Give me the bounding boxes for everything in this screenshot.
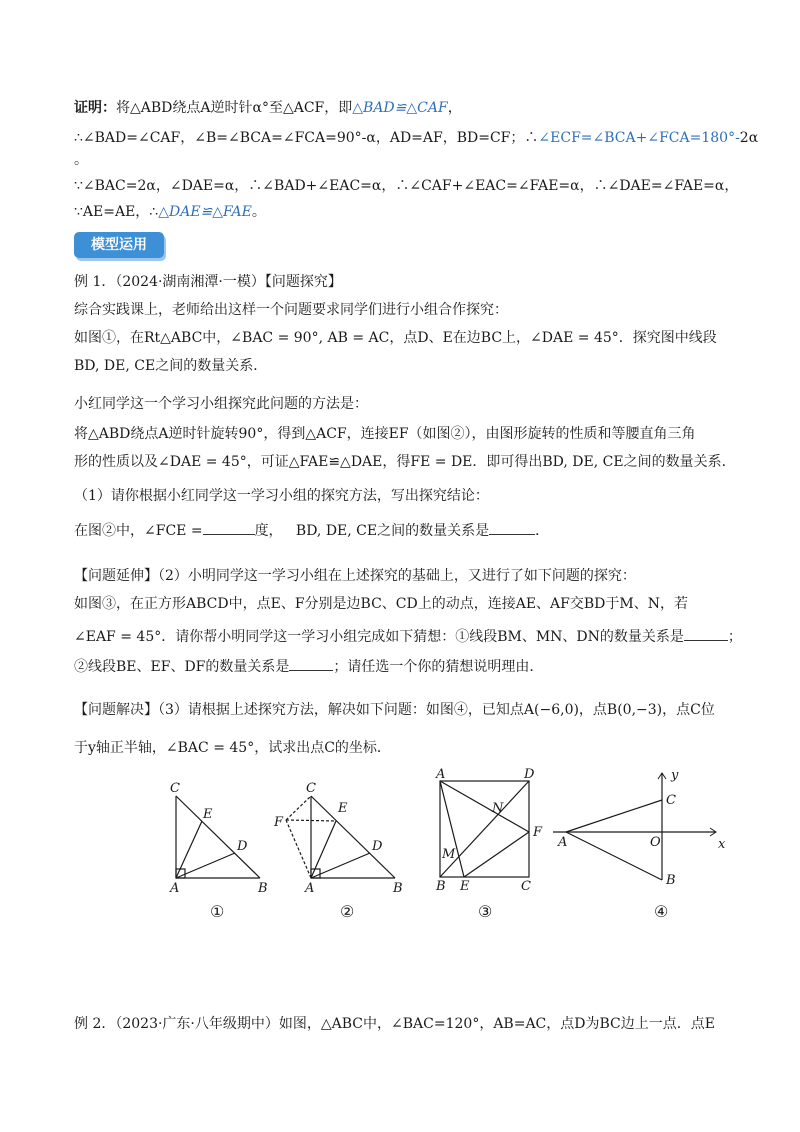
fig1-label-a: A bbox=[170, 881, 180, 896]
fig2-label-d: D bbox=[372, 839, 383, 854]
figure-1-triangle bbox=[176, 796, 260, 878]
example1-p6: 形的性质以及∠DAE = 45°，可证△FAE≌△DAE，得FE = DE．即可得出BD, DE, CE之间的数量关系． bbox=[74, 454, 736, 470]
proof-line-3: 。 bbox=[74, 152, 88, 168]
fig4-label-y: y bbox=[671, 768, 679, 783]
fig2-label-f: F bbox=[274, 815, 284, 830]
question-1: （1）请你根据小红同学这一学习小组的探究方法，写出探究结论： bbox=[74, 488, 489, 504]
fig3-label-m: M bbox=[442, 847, 456, 862]
fig3-label-b: B bbox=[436, 879, 446, 894]
question-2c: ∠EAF = 45°．请你帮小明同学这一学习小组完成如下猜想：①线段BM、MN、DN的数量关系是 ； bbox=[74, 626, 742, 647]
model-application-badge: 模型运用 bbox=[74, 232, 164, 258]
question-2b: 如图③，在正方形ABCD中，点E、F分别是边BC、CD上的动点，连接AE、AF交BD于M、N，若 bbox=[74, 596, 688, 612]
example1-p5: 将△ABD绕点A逆时针旋转90°，得到△ACF，连接EF（如图②），由图形旋转的性质和等腰直角三角 bbox=[74, 426, 696, 442]
example1-p3: BD, DE, CE之间的数量关系． bbox=[74, 358, 268, 374]
fig3-label-e: E bbox=[460, 879, 470, 894]
question-1-blanks: 在图②中，∠FCE = 度， BD, DE, CE之间的数量关系是 ． bbox=[74, 520, 549, 541]
fig2-label-a: A bbox=[305, 881, 315, 896]
question-3b: 于y轴正半轴，∠BAC = 45°，试求出点C的坐标． bbox=[74, 740, 391, 756]
fig4-label-a: A bbox=[558, 835, 568, 850]
example1-title: 例 1．（2024·湖南湘潭·一模）【问题探究】 bbox=[74, 274, 342, 290]
angle-highlight: ∠ECF=∠BCA+∠FCA=180°- bbox=[538, 130, 740, 146]
proof-line-2: ∴∠BAD=∠CAF，∠B=∠BCA=∠FCA=90°-α，AD=AF，BD=CF；∴∠ECF=∠BCA+∠FCA=180°-2α bbox=[74, 130, 759, 146]
fig4-caption: ④ bbox=[654, 902, 669, 921]
proof-line-4: ∵∠BAC=2α，∠DAE=α，∴∠BAD+∠EAC=α，∴∠CAF+∠EAC=∠FAE=α，∴∠DAE=∠FAE=α， bbox=[74, 178, 739, 194]
fig4-label-b: B bbox=[666, 873, 676, 888]
example1-p4: 小红同学这一个学习小组探究此问题的方法是： bbox=[74, 396, 368, 412]
fig3-label-c: C bbox=[521, 879, 531, 894]
fig4-label-x: x bbox=[718, 837, 726, 852]
figure-3-square bbox=[440, 781, 529, 877]
fig3-label-d: D bbox=[524, 767, 535, 782]
fig2-label-c: C bbox=[306, 781, 316, 796]
figure-4-coordinate bbox=[553, 773, 716, 880]
example2-text: 例 2．（2023·广东·八年级期中）如图，△ABC中，∠BAC=120°，AB=AC，点D为BC边上一点．点E bbox=[74, 1016, 715, 1032]
fig1-label-d: D bbox=[237, 839, 248, 854]
fig1-label-e: E bbox=[203, 807, 213, 822]
fig4-label-o: O bbox=[650, 835, 661, 850]
fig1-caption: ① bbox=[210, 902, 225, 921]
example1-p1: 综合实践课上，老师给出这样一个问题要求同学们进行小组合作探究： bbox=[74, 302, 508, 318]
fig1-label-c: C bbox=[170, 781, 180, 796]
fig3-label-a: A bbox=[436, 767, 446, 782]
fig4-label-c: C bbox=[666, 793, 676, 808]
congruence-highlight: △BAD≌△CAF bbox=[352, 100, 448, 116]
fig2-label-e: E bbox=[338, 801, 348, 816]
congruence-highlight-2: △DAE≌△FAE bbox=[158, 204, 252, 220]
question-2: 【问题延伸】（2）小明同学这一学习小组在上述探究的基础上，又进行了如下问题的探究： bbox=[74, 568, 636, 584]
fig1-label-b: B bbox=[258, 881, 268, 896]
question-2d: ②线段BE、EF、DF的数量关系是 ；请任选一个你的猜想说明理由． bbox=[74, 656, 543, 677]
proof-line-5: ∵AE=AE，∴△DAE≌△FAE。 bbox=[74, 204, 266, 220]
question-3a: 【问题解决】（3）请根据上述探究方法，解决如下问题：如图④，已知点A(−6,0)，点B(0,−3)，点C位 bbox=[74, 702, 715, 718]
example1-p2: 如图①，在Rt△ABC中，∠BAC = 90°, AB = AC，点D、E在边BC上，∠DAE = 45°．探究图中线段 bbox=[74, 330, 717, 346]
proof-line-1: 证明：将△ABD绕点A逆时针α°至△ACF，即△BAD≌△CAF， bbox=[74, 100, 462, 116]
fig3-label-f: F bbox=[533, 825, 543, 840]
fig2-label-b: B bbox=[393, 881, 403, 896]
proof-label: 证明： bbox=[74, 100, 116, 116]
fig3-label-n: N bbox=[492, 801, 504, 816]
fig3-caption: ③ bbox=[478, 902, 493, 921]
fig2-caption: ② bbox=[340, 902, 355, 921]
